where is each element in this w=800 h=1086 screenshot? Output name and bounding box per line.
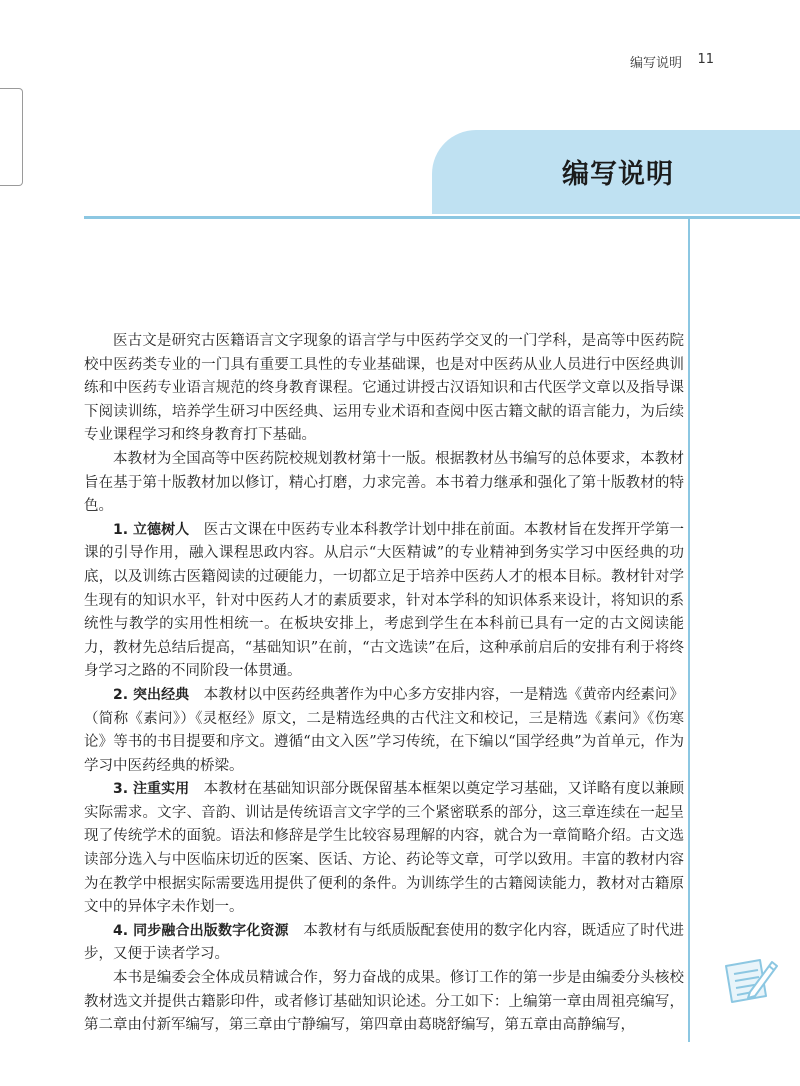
paragraph-feature-2 bbox=[84, 684, 684, 778]
chapter-title: 编写说明 bbox=[562, 159, 674, 190]
feature-heading: 1. 立德树人 bbox=[113, 521, 190, 538]
feature-heading: 3. 注重实用 bbox=[113, 781, 190, 798]
paragraph-feature-3 bbox=[84, 778, 684, 920]
paragraph-text: 本教材以中医药经典著作为中心多方安排内容，一是精选《黄帝内经素问》（简称《素问》）《灵枢经》原文，二是精选经典的古代注文和校记，三是精选《素问》《伤寒论》等书的书目提要和序文。遵循“由文入医”学习传统，在下编以“国学经典”为首单元，作为学习中医药经典的桥梁。 bbox=[84, 686, 685, 774]
feature-heading: 4. 同步融合出版数字化资源 bbox=[113, 922, 289, 939]
running-head: 编写说明 bbox=[629, 56, 682, 71]
feature-heading: 2. 突出经典 bbox=[113, 686, 190, 703]
paragraph-text: 本教材在基础知识部分既保留基本框架以奠定学习基础，又详略有度以兼顾实际需求。文字、音韵、训诂是传统语言文字学的三个紧密联系的部分，这三章连续在一起呈现了传统学术的面貌。语法和修辞是学生比较容易理解的内容，就合为一章简略介绍。古文选读部分选入与中医临床切近的医案、医话、方论、药论等文章，可学以致用。丰富的教材内容为在教学中根据实际需要选用提供了便利的条件。为训练学生的古籍阅读能力，教材对古籍原文中的异体字未作划一。 bbox=[84, 781, 685, 916]
paragraph-feature-1 bbox=[84, 519, 684, 684]
paragraph-edition bbox=[84, 448, 684, 519]
top-rule bbox=[84, 216, 800, 219]
paragraph-intro bbox=[84, 330, 684, 448]
paragraph-text: 医古文是研究古医籍语言文字现象的语言学与中医药学交叉的一门学科，是高等中医药院校中医药类专业的一门具有重要工具性的专业基础课，也是对中医药从业人员进行中医经典训练和中医药专业语言规范的终身教育课程。它通过讲授古汉语知识和古代医学文章以及指导课下阅读训练，培养学生研习中医经典、运用专业术语和查阅中医古籍文献的语言能力，为后续专业课程学习和终身教育打下基础。 bbox=[84, 333, 684, 444]
paragraph-text: 医古文课在中医药专业本科教学计划中排在前面。本教材旨在发挥开学第一课的引导作用，融入课程思政内容。从启示“大医精诚”的专业精神到务实学习中医经典的功底，以及训练古医籍阅读的过硬能力，一切都立足于培养中医药人才的根本目标。教材针对学生现有的知识水平，针对中医药人才的素质要求，针对本学科的知识体系来设计，将知识的系统性与教学的实用性相统一。在板块安排上，考虑到学生在本科前已具有一定的古文阅读能力，教材先总结后提高，“基础知识”在前，“古文选读”在后，这种承前启后的安排有利于将终身学习之路的不同阶段一体贯通。 bbox=[84, 521, 685, 680]
notepad-pencil-icon bbox=[720, 952, 780, 1012]
body-text bbox=[84, 330, 684, 1038]
page-number: 11 bbox=[697, 52, 714, 67]
paragraph-text: 本教材有与纸质版配套使用的数字化内容，既适应了时代进步，又便于读者学习。 bbox=[84, 922, 685, 963]
paragraph-text: 本教材为全国高等中医药院校规划教材第十一版。根据教材丛书编写的总体要求，本教材旨在基于第十版教材加以修订，精心打磨，力求完善。本书着力继承和强化了第十版教材的特色。 bbox=[84, 450, 684, 515]
left-edge-tab bbox=[0, 88, 23, 186]
vertical-rule bbox=[688, 216, 690, 1042]
paragraph-text: 本书是编委会全体成员精诚合作，努力奋战的成果。修订工作的第一步是由编委分头核校教材选文并提供古籍影印件，或者修订基础知识论述。分工如下：上编第一章由周祖亮编写，第二章由付新军编写，第三章由宁静编写，第四章由葛晓舒编写，第五章由高静编写， bbox=[84, 970, 684, 1034]
paragraph-credits bbox=[84, 967, 684, 1038]
paragraph-feature-4 bbox=[84, 920, 684, 967]
